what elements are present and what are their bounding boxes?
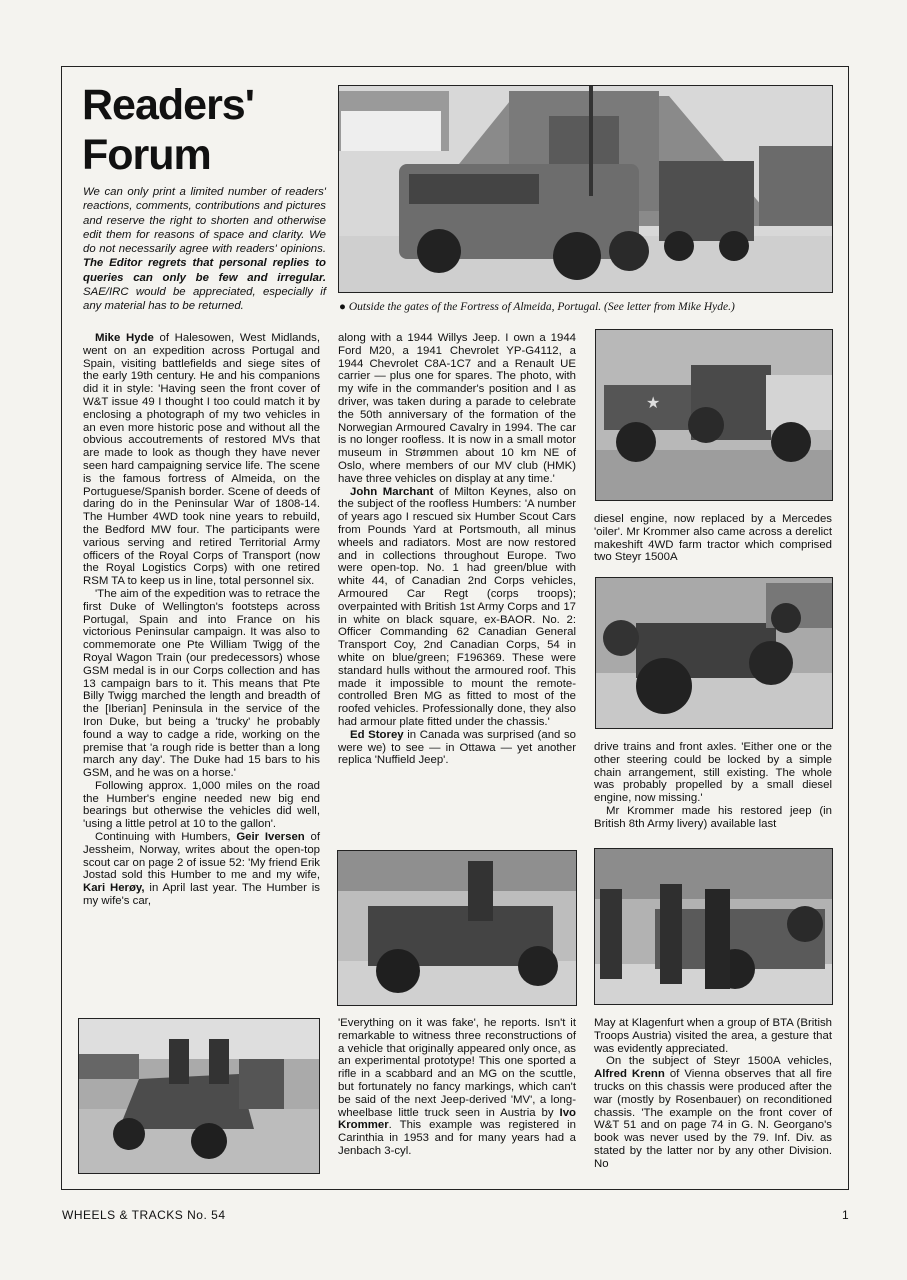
paragraph: drive trains and front axles. 'Either one or the other steering could be locked by a simple chain arrangement, still existing. The whole was probably propelled by a small diesel engine, now missing.' <box>594 741 832 805</box>
footer-publication: WHEELS & TRACKS No. 54 <box>62 1208 226 1222</box>
nuffield-jeep-image <box>338 851 576 1005</box>
intro-text: We can only print a limited number of readers' reactions, comments, contributions and pictures and reserve the right to shorten and otherwise edit them for reasons of space and clarity. We do not necessarily agree with readers' opinions. <box>83 186 326 256</box>
article-column-3-c <box>594 1017 832 1171</box>
paragraph-text: in April last year. The Humber is my wife's car, <box>83 882 320 908</box>
paragraph <box>338 486 576 729</box>
farm-tractor-image <box>596 578 832 728</box>
photo-caption-fortress: ● Outside the gates of the Fortress of Almeida, Portugal. (See letter from Mike Hyde.) <box>339 301 735 313</box>
paragraph: May at Klagenfurt when a group of BTA (British Troops Austria) visited the area, a gesture that was evidently appreciated. <box>594 1017 832 1055</box>
author-name: John Marchant <box>350 485 434 498</box>
title-line-1: Readers' <box>82 81 254 129</box>
article-column-3-b <box>594 741 832 831</box>
author-name: Ed Storey <box>350 728 404 741</box>
title-line-2: Forum <box>82 131 211 179</box>
paragraph-text: of Halesowen, West Midlands, went on an expedition across Portugal and Spain, visiting battlefields and siege sites of the early 19th century. He and his companions did it in style: 'Having seen the front cover of W&T issue 49 I thought I too could match it by enclosing a photograph of my two vehicles in an even more historic pose and without all the obvious accoutrements of restored MVs that are made to look as though they have never seen hard campaigning service life. The scene is the famous fortress of Almeida, on the Portuguese/Spanish border. Scene of deeds of daring do in the Peninsular War of 1808-14. The Humber 4WD took nine years to rebuild, the Bedford MW four. The participants were various serving and retired Territorial Army officers of the Royal Corps of Transport (now the Royal Logistics Corps) with one retired RSM TA to keep us in line, total personnel six. <box>83 332 320 588</box>
paragraph: diesel engine, now replaced by a Mercedes 'oiler'. Mr Krommer also came across a derelict makeshift 4WD farm tractor which comprised two Steyr 1500A <box>594 513 832 564</box>
humber-scout-car-image <box>79 1019 319 1173</box>
paragraph-text: of Jessheim, Norway, writes about the open-top scout car on page 2 of issue 52: 'My friend Erik Jostad sold this Humber to me and my wife, <box>83 831 320 882</box>
photo-fortress-almeida <box>338 85 833 293</box>
paragraph-text: of Milton Keynes, also on the subject of the roofless Humbers: 'A number of years ago I rescued six Humber Scout Cars from Pounds Yard at Portsmouth, all minus wheels and radiators. Most are now restored and in collections throughout Europe. Two were open-top. No. 1 had green/blue with white 44, of Canadian 2nd Corps vehicles, Armoured Car Regt (corps troops); overpainted with British 1st Army Corps and 17 in white on black square, ex-BAOR. No. 2: Officer Commanding 62 Canadian General Transport Coy, 2nd Canadian Corps, 54 in white on blue/green; F196369. These were standard hulls without the armoured roof. This made it impossible to mount the remote-controlled Bren MG as fitted to most of the roofed vehicles. Professionally done, they also had armour plate fitted under the chassis.' <box>338 485 576 728</box>
article-column-2-bottom <box>338 1017 576 1158</box>
paragraph-text: 'Everything on it was fake', he reports. Isn't it remarkable to witness three reconstructions of a vehicle that originally appeared only once, as an experimental prototype! This one sported a rifle in a scabbard and an MG on the scuttle, but fortunately no fancy markings, which can't be said of the next Jeep-derived 'MV', a long-wheelbase little truck seen in Austria by <box>338 1017 576 1119</box>
author-name: Mike Hyde <box>95 332 154 344</box>
author-name: Geir Iversen <box>236 831 305 844</box>
paragraph: Mr Krommer made his restored jeep (in British 8th Army livery) available last <box>594 804 832 830</box>
paragraph <box>338 1017 576 1158</box>
photo-humber-scout-car <box>78 1018 320 1174</box>
page-title <box>82 80 332 180</box>
editorial-intro <box>83 185 326 314</box>
author-name: Kari Herøy, <box>83 882 145 895</box>
intro-text-end: SAE/IRC would be appreciated, especially if any material has to be returned. <box>83 286 326 313</box>
paragraph-text: Continuing with Humbers, <box>95 831 237 844</box>
paragraph: Following approx. 1,000 miles on the road the Humber's engine needed new big end bearings but otherwise the vehicles did well, 'using a little petrol at 10 to the gallon'. <box>83 779 320 831</box>
page-number: 1 <box>842 1208 849 1222</box>
photo-nuffield-jeep <box>337 850 577 1006</box>
paragraph <box>338 729 576 767</box>
fortress-photo-image <box>339 86 832 292</box>
paragraph-text: . This example was registered in Carinthia in 1953 and for many years had a Jenbach 3-cyl. <box>338 1119 576 1157</box>
photo-restored-jeep <box>594 848 833 1005</box>
paragraph: 'The aim of the expedition was to retrace the first Duke of Wellington's footsteps across Portugal, Spain and into France on his victorious Peninsular campaign. It was also to commemorate one Pte William Twigg of the Royal Wagon Train (our predecessors) whose GSM medal is in our Corps collection and has 13 campaign bars to it. This means that Pte Billy Twigg marched the length and breadth of the [Iberian] Peninsula in the service of the Iron Duke, but being a 'trucky' he probably found a way to cadge a ride, working on the premise that 'a rough ride is better than a long march any day'. The Duke had 15 bars to his GSM, and he was on a horse.' <box>83 587 320 780</box>
svg-text:★: ★ <box>646 393 661 412</box>
author-name: Ivo Krommer <box>338 1106 576 1132</box>
intro-bold-text: The Editor regrets that personal replies to queries can only be few and irregular. <box>83 257 326 284</box>
author-name: Alfred Krenn <box>594 1068 665 1081</box>
jeep-truck-image <box>596 330 832 500</box>
photo-jeep-truck <box>595 329 833 501</box>
paragraph <box>83 332 320 588</box>
paragraph-text: On the subject of Steyr 1500A vehicles, <box>606 1055 832 1068</box>
paragraph-text: of Vienna observes that all fire trucks on this chassis were produced after the war (mostly by Rosenbauer) on reconditioned chassis. 'The example on the front cover of W&T 51 and on page 74 in G. N. Georgano's book was never used by the 79. Inf. Div. as stated by the latter nor by any other Division. No <box>594 1068 833 1170</box>
paragraph <box>594 1055 832 1170</box>
paragraph <box>83 831 320 908</box>
article-column-2-top <box>338 332 576 767</box>
article-column-3-a <box>594 513 832 564</box>
paragraph: along with a 1944 Willys Jeep. I own a 1944 Ford M20, a 1941 Chevrolet YP-G4112, a 1944 Chevrolet C8A-1C7 and a Renault UE carrier — plus one for spares. The photo, with my wife in the commander's position and I as driver, was taken during a parade to celebrate the 50th anniversary of the formation of the Norwegian Armoured Cavalry in 1994. The car is no longer roofless. It is now in a small motor museum in Strømmen about 10 km NE of Oslo, where members of our MV club (HMK) have three vehicles on display at any time.' <box>338 332 576 485</box>
article-column-1 <box>83 332 320 908</box>
restored-jeep-image <box>595 849 832 1004</box>
paragraph-text: in Canada was surprised (and so were we) to see — in Ottawa — yet another replica 'Nuffield Jeep'. <box>338 728 577 767</box>
photo-farm-tractor <box>595 577 833 729</box>
